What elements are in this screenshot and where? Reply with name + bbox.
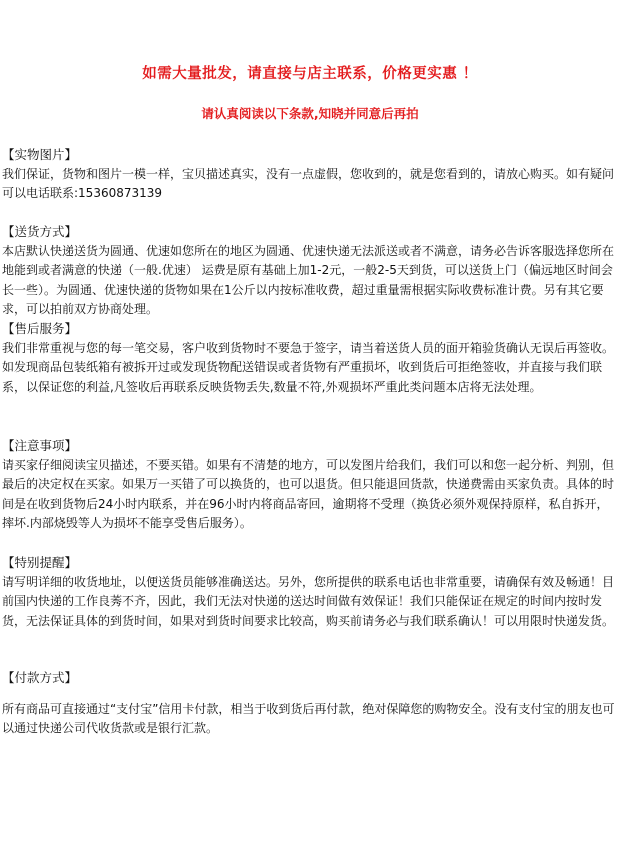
payment-section [2,668,618,739]
photos-section [2,145,618,204]
payment-section-title: 【付款方式】 [2,670,78,685]
read-terms-subheadline: 请认真阅读以下条款,知晓并同意后再拍 [201,106,419,121]
notes-section-title: 【注意事项】 [2,438,78,453]
photos-section-body: 我们保证，货物和图片一模一样，宝贝描述真实，没有一点虚假，您收到的，就是您看到的，请放心购买。如有疑问可以电话联系:15360873139 [2,166,615,200]
payment-section-spacer [2,688,618,700]
notes-section [2,436,618,534]
after-sales-section [2,319,618,397]
shipping-section [2,222,618,320]
special-reminder-section-body: 请写明详细的收货地址，以便送货员能够准确送达。另外，您所提供的联系电话也非常重要，请确保有效及畅通！目前国内快递的工作良莠不齐，因此，我们无法对快递的送达时间做有效保证！我们只能保证在规定的时间内按时发货，无法保证具体的到货时间，如果对到货时间要求比较高，购买前请务必与我们联系确认！可以用限时快递发货。 [2,574,615,628]
shipping-section-body: 本店默认快递送货为圆通、优速如您所在的地区为圆通、优速快递无法派送或者不满意，请务必告诉客服选择您所在地能到或者满意的快递（一般.优速） 运费是原有基础上加1-2元，一般2-5天到货，可以送货上门（偏远地区时间会长一些）。为圆通、优速快递的货物如果在1公斤以内按标准收费，超过重量需根据实际收费标准计费。另有其它要求，可以拍前双方协商处理。 [2,243,615,316]
payment-section-body: 所有商品可直接通过“支付宝”信用卡付款，相当于收到货后再付款，绝对保障您的购物安全。没有支付宝的朋友也可以通过快递公司代收货款或是银行汇款。 [2,701,615,735]
notes-section-body: 请买家仔细阅读宝贝描述，不要买错。如果有不清楚的地方，可以发图片给我们，我们可以和您一起分析、判别，但最后的决定权在买家。如果万一买错了可以换货的，也可以退货。但只能退回货款，快递费需由买家负责。具体的时间是在收到货物后24小时内联系，并在96小时内将商品寄回，逾期将不受理（换货必须外观保持原样，私自拆开，摔坏.内部烧毁等人为损坏不能享受售后服务）。 [2,457,615,530]
shipping-section-title: 【送货方式】 [2,224,78,239]
wholesale-contact-headline: 如需大量批发，请直接与店主联系，价格更实惠 ！ [142,66,478,82]
after-sales-section-title: 【售后服务】 [2,321,78,336]
special-reminder-section-title: 【特别提醒】 [2,555,78,570]
after-sales-section-body: 我们非常重视与您的每一笔交易，客户收到货物时不要急于签字，请当着送货人员的面开箱验货确认无误后再签收。如发现商品包装纸箱有被拆开过或发现货物配送错误或者货物有严重损坏，收到货后可拒绝签收，并直接与我们联系，以保证您的利益,凡签收后再联系反映货物丢失,数量不符,外观损坏严重此类问题本店将无法处理。 [2,340,615,394]
photos-section-title: 【实物图片】 [2,147,78,162]
special-reminder-section [2,553,618,631]
